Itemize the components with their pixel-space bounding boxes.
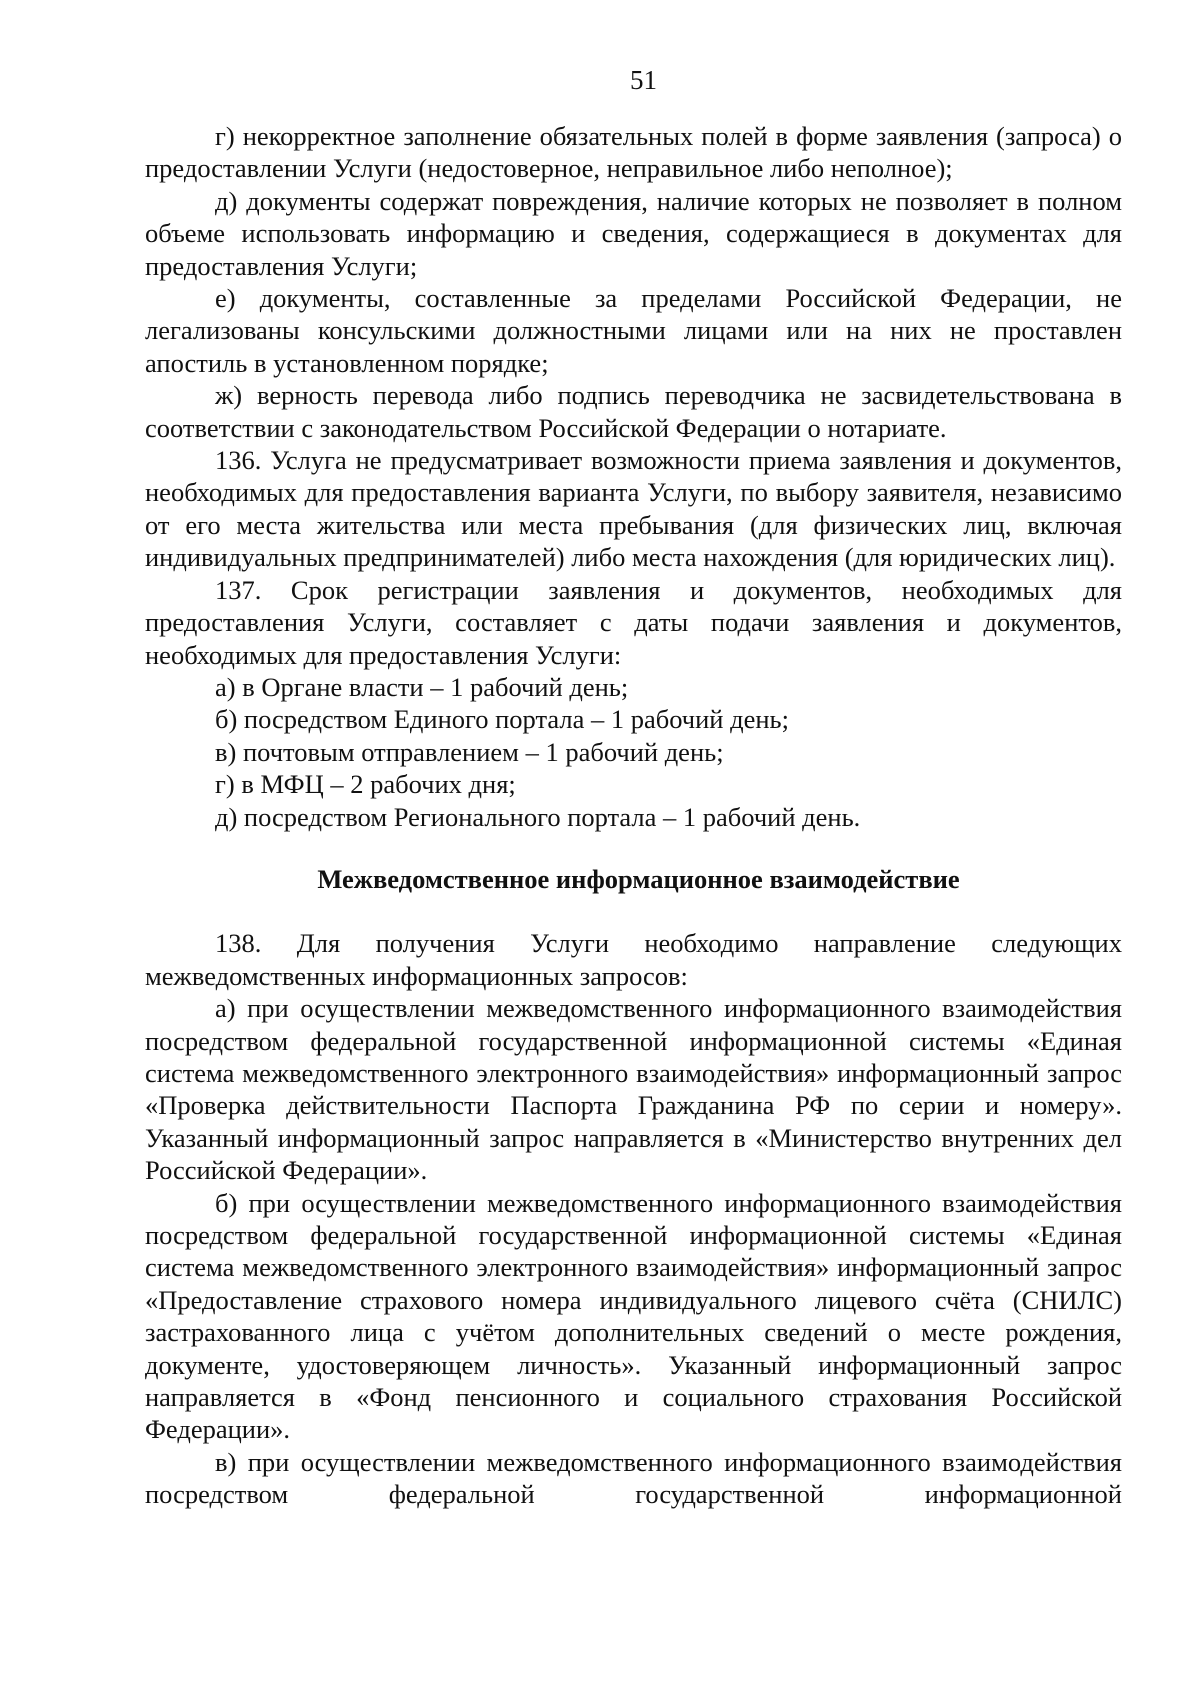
paragraph-138-v: в) при осуществлении межведомственного информационного взаимодействия посредством федеральной государственной информационной: [145, 1446, 1122, 1510]
section-heading: Межведомственное информационное взаимодействие: [317, 863, 960, 894]
paragraph-item-d: д) документы содержат повреждения, наличие которых не позволяет в полном объеме использовать информацию и сведения, содержащиеся в документах для предоставления Услуги;: [145, 185, 1122, 281]
paragraph-138: 138. Для получения Услуги необходимо направление следующих межведомственных информационных запросов:: [145, 928, 1122, 991]
paragraph-138-b: б) при осуществлении межведомственного информационного взаимодействия посредством федеральной государственной информационной системы «Единая система межведомственного электронного взаимодействия» информационный запрос «Предоставление страхового номера индивидуального лицевого счёта (СНИЛС) застрахованного лица с учётом дополнительных сведений о месте рождения, документе, удостоверяющем личность». Указанный информационный запрос направляется в «Фонд пенсионного и социального страхования Российской Федерации».: [145, 1187, 1122, 1445]
list-item: а) в Органе власти – 1 рабочий день;: [215, 671, 629, 702]
paragraph-136: 136. Услуга не предусматривает возможности приема заявления и документов, необходимых для предоставления варианта Услуги, по выбору заявителя, независимо от его места жительства или места пребывания (для физических лиц, включая индивидуальных предпринимателей) либо места нахождения (для юридических лиц).: [145, 445, 1122, 573]
paragraph-item-e: е) документы, составленные за пределами Российской Федерации, не легализованы консульскими должностными лицами или на них не проставлен апостиль в установленном порядке;: [145, 283, 1122, 378]
paragraph-137: 137. Срок регистрации заявления и документов, необходимых для предоставления Услуги, составляет с даты подачи заявления и документов, необходимых для предоставления Услуги:: [145, 574, 1122, 670]
page-number: 51: [630, 65, 657, 95]
list-item: д) посредством Регионального портала – 1 рабочий день.: [215, 801, 861, 832]
paragraph-item-g: г) некорректное заполнение обязательных полей в форме заявления (запроса) о предоставлении Услуги (недостоверное, неправильное либо неполное);: [145, 121, 1122, 184]
list-item: в) почтовым отправлением – 1 рабочий день;: [215, 736, 724, 767]
document-page: [145, 64, 1122, 1511]
list-item: г) в МФЦ – 2 рабочих дня;: [215, 769, 516, 800]
list-item: б) посредством Единого портала – 1 рабочий день;: [215, 704, 789, 735]
paragraph-item-zh: ж) верность перевода либо подпись переводчика не засвидетельствована в соответствии с законодательством Российской Федерации о нотариате.: [145, 380, 1122, 443]
paragraph-138-a: а) при осуществлении межведомственного информационного взаимодействия посредством федеральной государственной информационной системы «Единая система межведомственного электронного взаимодействия» информационный запрос «Проверка действительности Паспорта Гражданина РФ по серии и номеру». Указанный информационный запрос направляется в «Министерство внутренних дел Российской Федерации».: [145, 993, 1122, 1186]
